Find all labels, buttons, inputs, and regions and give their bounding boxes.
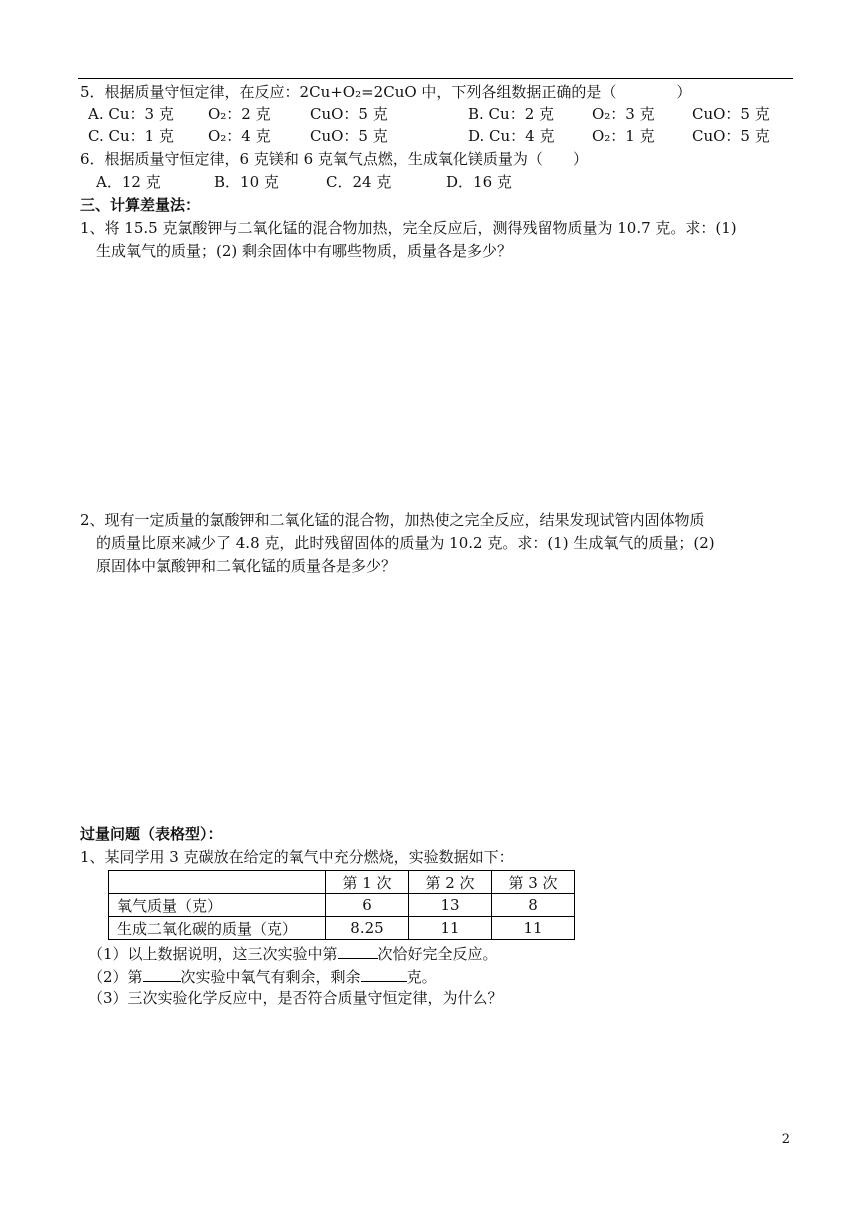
table-cell: 11 bbox=[492, 917, 575, 940]
answer-blank[interactable] bbox=[338, 942, 378, 959]
q6-options-row bbox=[96, 172, 596, 192]
q5-option-b-o2: O₂：3 克 bbox=[592, 105, 655, 123]
table-cell: 11 bbox=[409, 917, 492, 940]
q6-option-a: A．12 克 bbox=[96, 173, 161, 191]
excess-sq2-prefix: （2）第 bbox=[88, 968, 143, 986]
section3-problem1-line2: 生成氧气的质量；(2) 剩余固体中有哪些物质，质量各是多少？ bbox=[96, 242, 513, 260]
q5-option-d-label: D. Cu：4 克 bbox=[468, 127, 555, 145]
q5-option-c-cuo: CuO：5 克 bbox=[310, 127, 388, 145]
q5-option-c-o2: O₂：4 克 bbox=[208, 127, 271, 145]
answer-blank[interactable] bbox=[143, 965, 181, 982]
section3-problem2-line1: 2、现有一定质量的氯酸钾和二氧化锰的混合物，加热使之完全反应，结果发现试管内固体物质 bbox=[80, 511, 705, 529]
table-cell: 8 bbox=[492, 894, 575, 917]
excess-sq2-suffix: 克。 bbox=[406, 968, 437, 986]
table-header-cell: 第 2 次 bbox=[409, 871, 492, 894]
q5-option-b-label: B. Cu：2 克 bbox=[468, 105, 555, 123]
answer-blank[interactable] bbox=[361, 965, 407, 982]
page-number: 2 bbox=[781, 1132, 790, 1147]
q5-option-b-cuo: CuO：5 克 bbox=[692, 105, 770, 123]
q5-stem: 5．根据质量守恒定律，在反应：2Cu+O₂=2CuO 中，下列各组数据正确的是（ ） bbox=[80, 83, 692, 101]
q5-option-c-label: C. Cu：1 克 bbox=[88, 127, 174, 145]
table-row bbox=[109, 917, 575, 940]
excess-sq1-prefix: （1）以上数据说明，这三次实验中第 bbox=[88, 945, 338, 963]
table-header-cell: 第 3 次 bbox=[492, 871, 575, 894]
q5-option-d-cuo: CuO：5 克 bbox=[692, 127, 770, 145]
q6-stem: 6．根据质量守恒定律，6 克镁和 6 克氧气点燃，生成氧化镁质量为（ ） bbox=[80, 150, 588, 168]
excess-subquestion-1 bbox=[88, 942, 498, 964]
excess-sq2-middle: 次实验中氧气有剩余，剩余 bbox=[180, 968, 361, 986]
q5-options-row-1 bbox=[88, 104, 788, 124]
q5-option-a-o2: O₂：2 克 bbox=[208, 105, 271, 123]
section3-problem2-line3: 原固体中氯酸钾和二氧化锰的质量各是多少？ bbox=[96, 557, 397, 575]
excess-subquestion-2 bbox=[88, 965, 437, 987]
experiment-data-table bbox=[108, 870, 575, 940]
q5-option-d-o2: O₂：1 克 bbox=[592, 127, 655, 145]
excess-intro: 1、某同学用 3 克碳放在给定的氧气中充分燃烧，实验数据如下： bbox=[80, 848, 514, 866]
q5-options-row-2 bbox=[88, 126, 788, 146]
section3-heading: 三、计算差量法： bbox=[80, 196, 201, 214]
q5-option-a-cuo: CuO：5 克 bbox=[310, 105, 388, 123]
table-row-label: 氧气质量（克） bbox=[109, 894, 326, 917]
q5-option-a-label: A. Cu：3 克 bbox=[88, 105, 174, 123]
top-rule bbox=[78, 78, 793, 79]
excess-heading: 过量问题（表格型）： bbox=[80, 825, 223, 843]
table-cell: 8.25 bbox=[326, 917, 409, 940]
q6-option-c: C．24 克 bbox=[326, 173, 392, 191]
q6-option-d: D．16 克 bbox=[446, 173, 512, 191]
table-cell: 6 bbox=[326, 894, 409, 917]
section3-problem1-line1: 1、将 15.5 克氯酸钾与二氧化锰的混合物加热，完全反应后，测得残留物质量为 10.7 克。求：(1) bbox=[80, 219, 737, 237]
excess-subquestion-3: （3）三次实验化学反应中，是否符合质量守恒定律，为什么？ bbox=[88, 989, 503, 1007]
excess-sq1-suffix: 次恰好完全反应。 bbox=[377, 945, 498, 963]
section3-problem2-line2: 的质量比原来减少了 4.8 克，此时残留固体的质量为 10.2 克。求：(1) 生成氧气的质量；(2) bbox=[96, 534, 715, 552]
table-cell: 13 bbox=[409, 894, 492, 917]
table-header-cell: 第 1 次 bbox=[326, 871, 409, 894]
table-row-label: 生成二氧化碳的质量（克） bbox=[109, 917, 326, 940]
table-header-row bbox=[109, 871, 575, 894]
q6-option-b: B．10 克 bbox=[214, 173, 279, 191]
table-row bbox=[109, 894, 575, 917]
table-header-cell bbox=[109, 871, 326, 894]
